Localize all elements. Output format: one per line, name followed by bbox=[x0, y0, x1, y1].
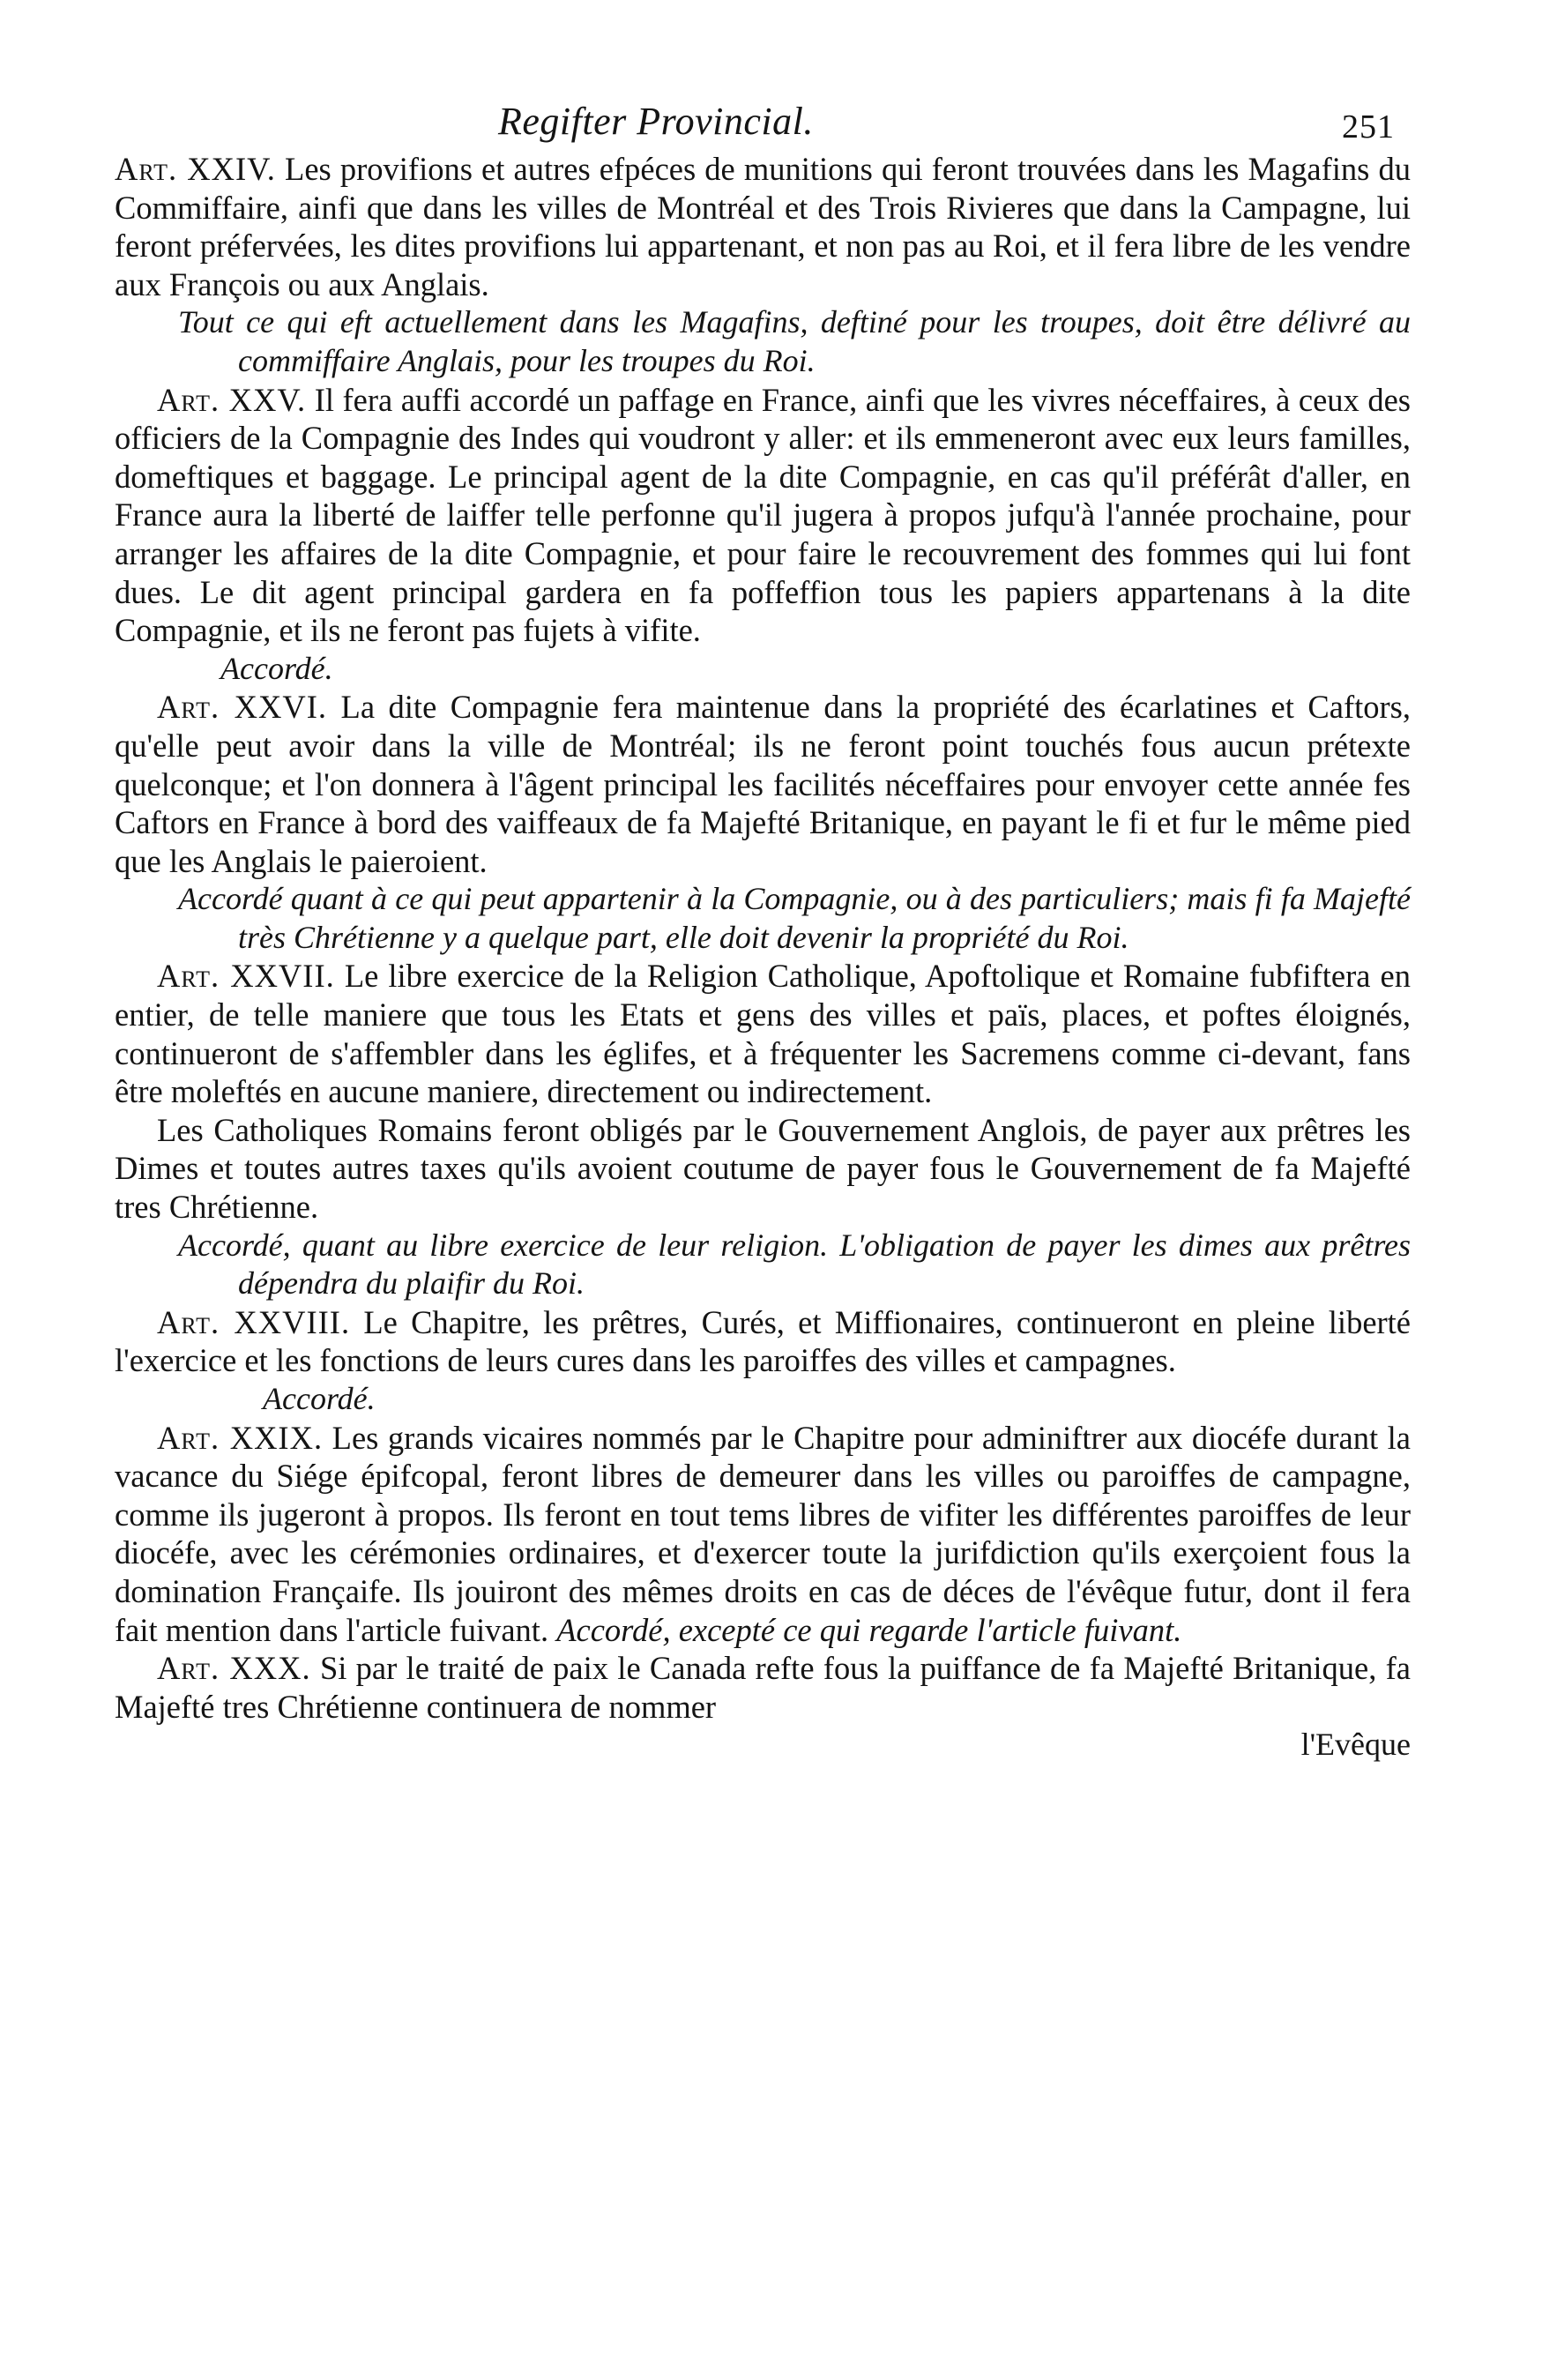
article-26 bbox=[115, 688, 1411, 880]
article-label: Art. XXX. bbox=[157, 1650, 311, 1687]
running-head: Regifter Provincial. bbox=[498, 100, 814, 143]
article-28 bbox=[115, 1303, 1411, 1380]
article-text: Il fera auffi accordé un paffage en France, ainfi que les vivres néceffaires, à ceux des officiers de la Compagnie des Indes qui voudront y aller: et ils emmeneront avec eux leurs familles, domeftiques et baggage. Le principal agent de la dite Compagnie, en cas qu'il préférât d'aller, en France aura la liberté de laiffer telle perfonne qu'il jugera à propos jufqu'à l'année prochaine, pour arranger les affaires de la dite Compagnie, et pour faire le recouvrement des fommes qui lui font dues. Le dit agent principal gardera en fa poffeffion tous les papiers appartenans à la dite Compagnie, et ils ne feront pas fujets à vifite. bbox=[115, 381, 1411, 649]
article-text: Le libre exercice de la Religion Catholique, Apoftolique et Romaine fubfiftera en entier, de telle maniere que tous les Etats et gens des villes et païs, places, et poftes éloignés, continueront de s'affembler dans les églifes, et à fréquenter les Sacremens comme ci-devant, fans être moleftés en aucune maniere, directement ou indirectement. bbox=[115, 958, 1412, 1110]
document-body bbox=[115, 150, 1411, 1764]
article-label: Art. XXIV. bbox=[115, 151, 276, 187]
article-text: Les grands vicaires nommés par le Chapitre pour adminiftrer aux diocéfe durant la vacance du Siége épifcopal, feront libres de demeurer dans les villes ou paroiffes de campagne, comme ils jugeront à propos. Ils feront en tout tems libres de vifiter les différentes paroiffes de leur diocéfe, avec les cérémonies ordinaires, et d'exercer toute la jurifdiction qu'ils exerçoient fous la domination Françaife. Ils jouiront des mêmes droits en cas de déces de l'évêque futur, dont il fera fait mention dans l'article fuivant. bbox=[115, 1419, 1412, 1648]
article-30 bbox=[115, 1649, 1411, 1726]
article-label: Art. XXIX. bbox=[157, 1419, 324, 1456]
article-25-reply: Accordé. bbox=[220, 650, 333, 686]
article-27-paragraph-2: Les Catholiques Romains feront obligés par le Gouvernement Anglois, de payer aux prêtres les Dimes et toutes autres taxes qu'ils avoient coutume de payer fous le Gouvernement de fa Majefté tres Chrétienne. bbox=[115, 1111, 1411, 1226]
article-29 bbox=[115, 1419, 1411, 1650]
article-24 bbox=[115, 150, 1411, 303]
article-text: Si par le traité de paix le Canada refte fous la puiffance de fa Majefté Britanique, fa Majefté tres Chrétienne continuera de nommer bbox=[115, 1650, 1411, 1725]
article-text: Le Chapitre, les prêtres, Curés, et Miffionaires, continueront en pleine liberté l'exercice et les fonctions de leurs cures dans les paroiffes des villes et campagnes. bbox=[115, 1303, 1412, 1379]
article-label: Art. XXVII. bbox=[157, 958, 335, 995]
article-text: Les provifions et autres efpéces de munitions qui feront trouvées dans les Magafins du Commiffaire, ainfi que dans les villes de Montréal et des Trois Rivieres que dans la Campagne, lui feront préfervées, les dites provifions lui appartenant, et non pas au Roi, et il fera libre de les vendre aux François ou aux Anglais. bbox=[115, 151, 1411, 302]
article-25 bbox=[115, 381, 1411, 650]
article-26-reply: Accordé quant à ce qui peut appartenir à la Compagnie, ou à des particuliers; mais fi fa Majefté très Chrétienne y a quelque part, elle doit devenir la propriété du Roi. bbox=[178, 881, 1411, 955]
catchword: l'Evêque bbox=[1300, 1727, 1411, 1763]
article-27 bbox=[115, 957, 1411, 1110]
article-29-reply: Accordé, excepté ce qui regarde l'article fuivant. bbox=[556, 1611, 1182, 1648]
article-text: La dite Compagnie fera maintenue dans la propriété des écarlatines et Caftors, qu'elle peut avoir dans la ville de Montréal; ils ne feront point touchés fous aucun prétexte quelconque; et l'on donnera à l'âgent principal les facilités néceffaires pour envoyer cette année fes Caftors en France à bord des vaiffeaux de fa Majefté Britanique, en payant le fi et fur le même pied que les Anglais le paieroient. bbox=[115, 689, 1411, 879]
article-label: Art. XXVIII. bbox=[157, 1303, 351, 1340]
article-label: Art. XXV. bbox=[157, 381, 307, 418]
article-label: Art. XXVI. bbox=[157, 689, 328, 726]
article-27-reply: Accordé, quant au libre exercice de leur religion. L'obligation de payer les dimes aux prêtres dépendra du plaifir du Roi. bbox=[178, 1227, 1411, 1302]
article-24-reply: Tout ce qui eft actuellement dans les Magafins, deftiné pour les troupes, doit être délivré au commiffaire Anglais, pour les troupes du Roi. bbox=[178, 304, 1411, 378]
page-number: 251 bbox=[1342, 108, 1395, 145]
article-28-reply: Accordé. bbox=[263, 1381, 376, 1416]
